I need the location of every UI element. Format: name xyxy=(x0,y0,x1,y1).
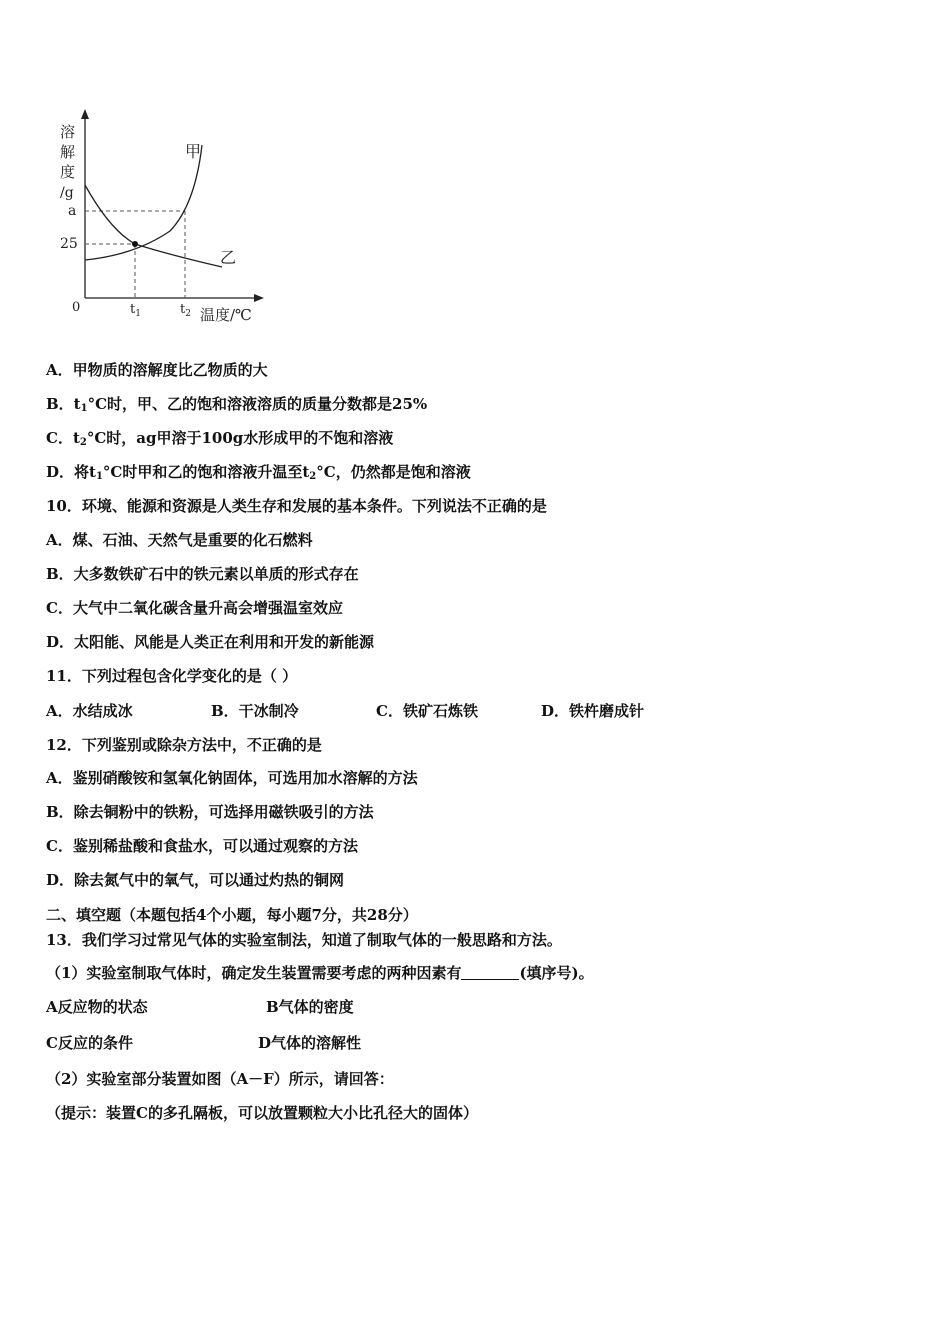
q10-option-b: B．大多数铁矿石中的铁元素以单质的形式存在 xyxy=(46,565,359,583)
q13-option-a: A反应物的状态 xyxy=(46,998,148,1016)
q13-part2: （2）实验室部分装置如图（A－F）所示，请回答： xyxy=(46,1070,394,1088)
q9-option-b: B．$t_1^\circ C$时，甲、乙的饱和溶液溶质的质量分数都是25% xyxy=(46,395,428,414)
q10-option-d: D．太阳能、风能是人类正在利用和开发的新能源 xyxy=(46,633,375,651)
q10-option-a: A．煤、石油、天然气是重要的化石燃料 xyxy=(46,531,313,549)
intersection-point xyxy=(132,241,138,247)
q11-option-d: D．铁杵磨成针 xyxy=(541,702,645,720)
y-label-3: 度 xyxy=(60,163,76,181)
curve-jia-label: 甲 xyxy=(185,142,202,161)
q13-hint: （提示：装置C的多孔隔板，可以放置颗粒大小比孔径大的固体） xyxy=(46,1104,478,1122)
q12-stem: 12．下列鉴别或除杂方法中，不正确的是 xyxy=(46,736,322,754)
q10-option-c: C．大气中二氧化碳含量升高会增强温室效应 xyxy=(46,599,343,617)
q12-option-a: A．鉴别硝酸铵和氢氧化钠固体，可选用加水溶解的方法 xyxy=(46,769,418,787)
q13-option-b: B气体的密度 xyxy=(266,998,354,1016)
origin-label: 0 xyxy=(72,300,81,315)
q12-option-b: B．除去铜粉中的铁粉，可选择用磁铁吸引的方法 xyxy=(46,803,374,821)
q12-option-d: D．除去氮气中的氧气，可以通过灼热的铜网 xyxy=(46,871,345,889)
curve-yi-label: 乙 xyxy=(220,248,237,267)
section-2-heading: 二、填空题（本题包括4个小题，每小题7分，共28分） xyxy=(46,906,418,924)
x-axis-label: 温度/℃ xyxy=(200,306,252,324)
curve-yi xyxy=(85,185,222,267)
q10-stem: 10．环境、能源和资源是人类生存和发展的基本条件。下列说法不正确的是 xyxy=(46,497,547,515)
q9-option-d: D．将$t_1^\circ C$时甲和乙的饱和溶液升温至$t_2^\circ C$，仍然都是饱和溶液 xyxy=(46,463,471,482)
t2-label: $t_2$ xyxy=(180,302,191,319)
y-axis-arrow xyxy=(81,109,89,119)
q11-option-b: B．干冰制冷 xyxy=(211,702,299,720)
t1-label: $t_1$ xyxy=(130,302,141,319)
q12-option-c: C．鉴别稀盐酸和食盐水，可以通过观察的方法 xyxy=(46,837,358,855)
x-axis-arrow xyxy=(254,294,264,302)
y-label-4: /g xyxy=(60,185,74,201)
q13-stem: 13．我们学习过常见气体的实验室制法，知道了制取气体的一般思路和方法。 xyxy=(46,931,562,949)
y-label-2: 解 xyxy=(60,143,76,161)
q13-option-d: D气体的溶解性 xyxy=(258,1034,362,1052)
q11-option-c: C．铁矿石炼铁 xyxy=(376,702,478,720)
q9-option-c: C．$t_2^\circ C$时，ag甲溶于100g水形成甲的不饱和溶液 xyxy=(46,429,394,448)
q11-option-a: A．水结成冰 xyxy=(46,702,133,720)
y25-label: 25 xyxy=(60,236,78,252)
answer-blank[interactable] xyxy=(461,965,519,980)
y-label-1: 溶 xyxy=(60,123,76,141)
q13-part1: （1）实验室制取气体时，确定发生装置需要考虑的两种因素有 (填序号)。 xyxy=(46,964,594,982)
q11-stem: 11．下列过程包含化学变化的是（ ） xyxy=(46,667,298,685)
a-label: a xyxy=(68,203,77,219)
solubility-graph xyxy=(40,105,280,335)
q9-option-a: A．甲物质的溶解度比乙物质的大 xyxy=(46,361,268,379)
curve-jia xyxy=(85,145,202,260)
q13-option-c: C反应的条件 xyxy=(46,1034,133,1052)
